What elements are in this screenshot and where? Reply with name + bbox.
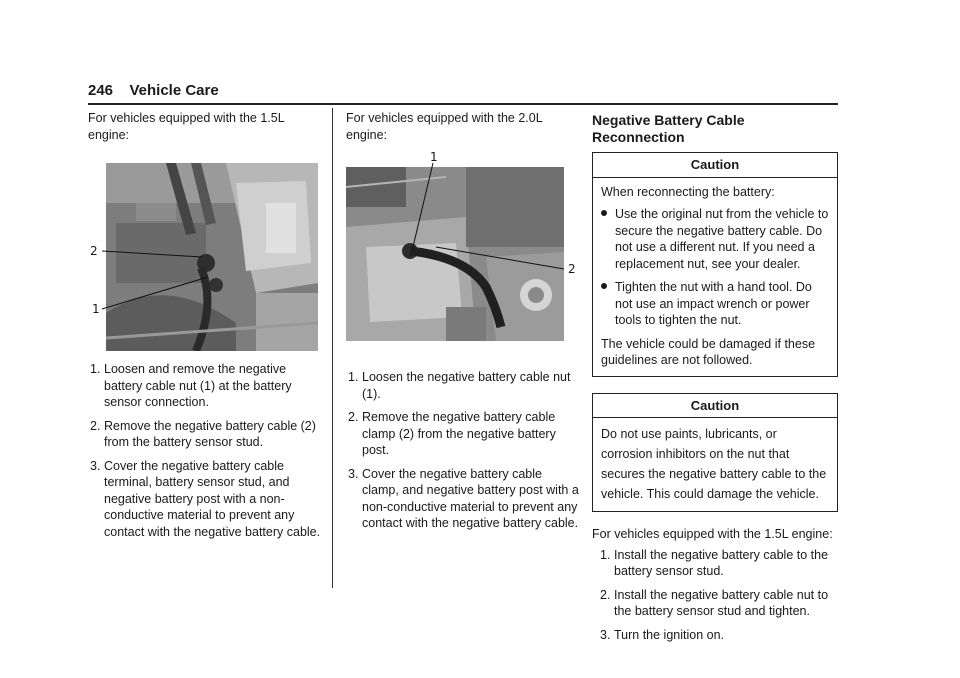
caution-title: Caution <box>593 394 837 419</box>
caution-outro: The vehicle could be damaged if these guidelines are not followed. <box>601 336 816 367</box>
section-heading: Negative Battery Cable Reconnection <box>592 112 745 145</box>
middle-column <box>346 110 582 539</box>
callout-label-1: 1 <box>430 150 438 164</box>
callout-label-2: 2 <box>568 262 576 276</box>
caution-title: Caution <box>593 153 837 178</box>
list-item: 3. Cover the negative battery cable terminal, battery sensor stud, and negative battery post with a non-conductive material to prevent any contact with the negative battery cable. <box>90 458 321 539</box>
middle-steps <box>346 369 582 532</box>
callout-lines <box>88 149 324 349</box>
caution-text: Do not use paints, lubricants, or corrosion inhibitors on the nut that secures the negative battery cable to the vehicle. This could damage the vehicle. <box>601 427 827 501</box>
list-item: Tighten the nut with a hand tool. Do not use an impact wrench or power tools to tighten the nut. <box>601 279 829 329</box>
left-intro: For vehicles equipped with the 1.5L engine: <box>88 111 285 142</box>
engine-1.5l-figure <box>88 149 324 347</box>
caution-bullets <box>601 206 829 329</box>
list-item: 3. Cover the negative battery cable clamp, and negative battery post with a non-conductive material to prevent any contact with the negative battery cable. <box>348 466 579 530</box>
engine-2.0l-figure <box>346 149 582 355</box>
list-item: 1. Loosen and remove the negative battery cable nut (1) at the battery sensor connection. <box>90 362 292 409</box>
left-steps <box>88 361 324 540</box>
list-item: 2. Remove the negative battery cable (2) from the battery sensor stud. <box>90 418 316 449</box>
section-title: Vehicle Care <box>129 82 219 99</box>
middle-intro: For vehicles equipped with the 2.0L engine: <box>346 111 543 142</box>
bullet-icon <box>601 283 607 289</box>
caution-intro: When reconnecting the battery: <box>601 184 775 199</box>
callout-label-1: 1 <box>92 302 100 316</box>
column-divider <box>332 108 333 588</box>
page-number: 246 <box>88 82 114 99</box>
right-column <box>592 110 838 650</box>
caution-box-1 <box>592 152 838 377</box>
right-intro: For vehicles equipped with the 1.5L engine: <box>592 527 833 541</box>
caution-box-2 <box>592 393 838 513</box>
callout-label-2: 2 <box>90 244 98 258</box>
page-header <box>88 82 838 102</box>
list-item: Use the original nut from the vehicle to secure the negative battery cable. Do not use a different nut. If you need a replacement nut, see your dealer. <box>601 206 829 272</box>
list-item: 1. Loosen the negative battery cable nut (1). <box>348 370 571 401</box>
left-column <box>88 110 324 547</box>
callout-lines <box>346 149 582 355</box>
right-steps <box>592 547 838 644</box>
list-item: 2. Install the negative battery cable nut to the battery sensor stud and tighten. <box>600 587 829 618</box>
list-item: 2. Remove the negative battery cable clamp (2) from the negative battery post. <box>348 410 556 457</box>
bullet-icon <box>601 210 607 216</box>
header-rule <box>88 103 838 105</box>
list-item: 1. Install the negative battery cable to the battery sensor stud. <box>600 547 829 578</box>
list-item: 3. Turn the ignition on. <box>600 627 725 642</box>
